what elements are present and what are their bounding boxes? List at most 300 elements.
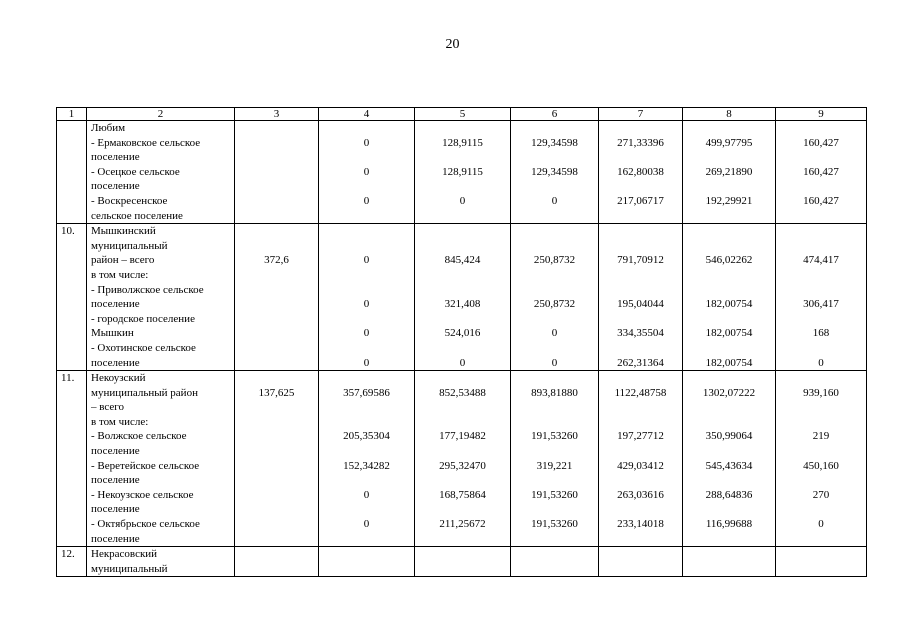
value-line: [603, 209, 678, 224]
value-cell-c8: [683, 547, 776, 577]
value-line: [780, 473, 862, 488]
value-line: 162,80038: [617, 165, 664, 178]
value-line: [323, 400, 410, 415]
territory-name-line: поселение: [91, 532, 140, 545]
value-line: 0: [459, 356, 466, 369]
value-line: [687, 341, 771, 356]
value-line: 0: [363, 194, 370, 207]
value-line: 321,408: [444, 298, 481, 311]
territory-name-line: – всего: [91, 401, 125, 414]
header-cell: 5: [415, 108, 511, 121]
value-line: [515, 179, 594, 194]
value-line: [515, 341, 594, 356]
value-line: [239, 517, 314, 532]
value-cell-c3: [235, 371, 319, 547]
value-cell-c7: [599, 121, 683, 224]
value-cell-c4: [319, 224, 415, 371]
value-cell-c5: [415, 121, 511, 224]
value-line: [687, 239, 771, 254]
value-cell-c9: [776, 547, 867, 577]
territory-name-line: - Некоузское сельское: [91, 488, 194, 501]
value-line: [239, 224, 314, 239]
value-line: 197,27712: [617, 430, 664, 443]
value-line: 0: [363, 254, 370, 267]
value-line: [239, 150, 314, 165]
value-line: 474,417: [803, 254, 839, 267]
value-line: [419, 371, 506, 386]
value-line: [515, 371, 594, 386]
value-line: [419, 400, 506, 415]
territory-name-line: - Охотинское сельское: [91, 341, 196, 354]
value-line: [603, 562, 678, 577]
value-line: 182,00754: [705, 356, 753, 369]
value-line: [515, 209, 594, 224]
value-line: [780, 547, 862, 562]
value-line: [780, 562, 862, 577]
value-line: [780, 532, 862, 547]
value-line: 195,04044: [617, 298, 664, 311]
value-line: 306,417: [803, 298, 839, 311]
territory-name-line: - Приволжское сельское: [91, 283, 204, 296]
value-line: [687, 224, 771, 239]
value-line: [419, 209, 506, 224]
header-cell: 7: [599, 108, 683, 121]
value-line: [239, 194, 314, 209]
value-line: [419, 547, 506, 562]
value-cell-c9: [776, 121, 867, 224]
value-line: [239, 179, 314, 194]
value-line: 893,81880: [531, 386, 578, 399]
territory-name-line: - Октябрьское сельское: [91, 518, 200, 531]
value-line: 852,53488: [439, 386, 486, 399]
header-cell: 1: [57, 108, 87, 121]
value-cell-c5: [415, 371, 511, 547]
value-line: 0: [363, 298, 370, 311]
value-line: [239, 502, 314, 517]
territory-name-line: - Ермаковское сельское: [91, 136, 201, 149]
territory-name-line: в том числе:: [91, 268, 149, 281]
value-line: 295,32470: [439, 459, 486, 472]
value-line: [323, 283, 410, 298]
value-line: [515, 400, 594, 415]
territory-name-line: Мышкин: [91, 327, 134, 340]
value-line: 357,69586: [343, 386, 390, 399]
territory-name-line: поселение: [91, 474, 140, 487]
value-line: [687, 268, 771, 283]
value-line: 269,21890: [705, 165, 753, 178]
value-line: [515, 224, 594, 239]
row-number: 10.: [57, 224, 87, 371]
value-cell-c9: [776, 224, 867, 371]
value-line: 350,99064: [705, 430, 753, 443]
value-line: [323, 415, 410, 430]
value-line: [780, 179, 862, 194]
territory-name-line: Любим: [91, 122, 126, 134]
value-line: [419, 268, 506, 283]
value-line: [419, 532, 506, 547]
value-line: 334,35504: [617, 327, 664, 340]
value-line: [239, 136, 314, 151]
value-line: [323, 268, 410, 283]
value-cell-c7: [599, 547, 683, 577]
value-line: [780, 239, 862, 254]
value-line: [239, 283, 314, 298]
value-cell-c9: [776, 371, 867, 547]
value-cell-c5: [415, 224, 511, 371]
value-line: [515, 415, 594, 430]
value-cell-c7: [599, 224, 683, 371]
value-cell-c8: [683, 224, 776, 371]
value-line: [239, 429, 314, 444]
value-line: [323, 547, 410, 562]
territory-name-line: - Воскресенское: [91, 194, 168, 207]
value-cell-c4: [319, 121, 415, 224]
value-line: 0: [818, 518, 824, 531]
value-line: [239, 562, 314, 577]
value-line: [323, 239, 410, 254]
territory-name-line: - Осецкое сельское: [91, 165, 180, 178]
value-cell-c8: [683, 121, 776, 224]
value-line: 192,29921: [705, 194, 753, 207]
value-line: [603, 532, 678, 547]
value-line: [239, 341, 314, 356]
value-line: [515, 150, 594, 165]
header-cell: 9: [776, 108, 867, 121]
value-line: [419, 415, 506, 430]
value-line: 0: [551, 194, 558, 207]
territory-name-line: в том числе:: [91, 415, 149, 428]
value-line: 0: [363, 165, 370, 178]
value-line: [239, 121, 314, 136]
value-line: [239, 488, 314, 503]
row-number: 12.: [57, 547, 87, 577]
value-line: 137,625: [258, 386, 295, 399]
header-row: [57, 108, 867, 121]
value-line: [687, 179, 771, 194]
value-line: [419, 224, 506, 239]
value-line: [323, 150, 410, 165]
value-line: [323, 341, 410, 356]
value-cell-c6: [511, 121, 599, 224]
value-line: 845,424: [444, 254, 481, 267]
value-line: 0: [551, 356, 558, 369]
value-line: [419, 473, 506, 488]
value-line: [239, 547, 314, 562]
value-line: [780, 268, 862, 283]
value-line: [687, 473, 771, 488]
value-line: [687, 371, 771, 386]
value-cell-c8: [683, 371, 776, 547]
value-line: 168: [812, 327, 830, 340]
value-line: [780, 209, 862, 224]
value-line: [603, 312, 678, 327]
header-cell: 3: [235, 108, 319, 121]
value-line: [323, 121, 410, 136]
value-line: 319,221: [536, 459, 573, 472]
territory-name-line: муниципальный район: [91, 386, 198, 399]
value-line: 129,34598: [531, 165, 578, 178]
value-line: [603, 371, 678, 386]
value-line: [603, 121, 678, 136]
value-line: [239, 356, 314, 371]
table-row: [57, 121, 867, 224]
value-line: [323, 312, 410, 327]
value-line: 0: [551, 327, 558, 340]
value-line: [603, 341, 678, 356]
territory-name-line: муниципальный: [91, 562, 168, 575]
value-cell-c4: [319, 371, 415, 547]
value-line: [780, 400, 862, 415]
value-line: 263,03616: [617, 488, 664, 501]
value-line: [603, 415, 678, 430]
value-line: [687, 415, 771, 430]
value-line: [239, 165, 314, 180]
territory-name-line: поселение: [91, 503, 140, 516]
territory-name-line: - Веретейское сельское: [91, 459, 200, 472]
value-line: [239, 209, 314, 224]
value-line: 288,64836: [705, 488, 753, 501]
value-line: [603, 473, 678, 488]
territory-name-line: - Волжское сельское: [91, 430, 187, 443]
value-line: [419, 312, 506, 327]
value-line: [687, 562, 771, 577]
value-line: [239, 239, 314, 254]
value-line: [323, 179, 410, 194]
value-line: 0: [459, 194, 466, 207]
value-line: [780, 502, 862, 517]
value-line: [603, 179, 678, 194]
value-cell-c7: [599, 371, 683, 547]
table-row: [57, 224, 867, 371]
value-line: 270: [812, 488, 830, 501]
value-line: [323, 473, 410, 488]
value-line: [239, 268, 314, 283]
value-line: 128,9115: [442, 165, 483, 178]
value-line: [687, 532, 771, 547]
value-line: [419, 341, 506, 356]
territory-name-cell: [87, 371, 235, 547]
value-cell-c6: [511, 371, 599, 547]
value-line: [239, 415, 314, 430]
value-line: 524,016: [444, 327, 481, 340]
value-line: 262,31364: [617, 356, 664, 369]
value-line: 182,00754: [705, 298, 753, 311]
value-line: 219: [812, 430, 830, 443]
value-line: [603, 444, 678, 459]
budget-table: [56, 107, 867, 577]
value-line: [687, 209, 771, 224]
header-cell: 8: [683, 108, 776, 121]
value-line: 233,14018: [617, 518, 664, 531]
value-line: 177,19482: [439, 430, 486, 443]
value-line: [515, 268, 594, 283]
value-line: 191,53260: [531, 518, 578, 531]
value-line: 129,34598: [531, 136, 578, 149]
value-cell-c6: [511, 547, 599, 577]
value-line: [419, 283, 506, 298]
value-line: 0: [363, 356, 370, 369]
value-line: [603, 224, 678, 239]
value-line: [239, 326, 314, 341]
value-line: [603, 502, 678, 517]
value-line: [239, 459, 314, 474]
value-line: 429,03412: [617, 459, 664, 472]
header-cell: 2: [87, 108, 235, 121]
value-line: 191,53260: [531, 488, 578, 501]
value-line: [603, 283, 678, 298]
value-line: 372,6: [264, 254, 289, 267]
value-line: 0: [363, 136, 370, 149]
value-line: [687, 444, 771, 459]
value-line: [687, 400, 771, 415]
row-number: [57, 121, 87, 224]
territory-name-line: - городское поселение: [91, 312, 195, 325]
value-line: [239, 473, 314, 488]
value-line: [323, 371, 410, 386]
territory-name-line: поселение: [91, 298, 140, 311]
value-line: [780, 371, 862, 386]
value-line: 191,53260: [531, 430, 578, 443]
value-line: [780, 121, 862, 136]
value-cell-c3: [235, 121, 319, 224]
value-line: 0: [363, 327, 370, 340]
value-line: [780, 415, 862, 430]
value-line: [239, 532, 314, 547]
value-line: [515, 283, 594, 298]
value-line: [603, 239, 678, 254]
value-line: [603, 150, 678, 165]
value-line: [239, 297, 314, 312]
table-row: [57, 371, 867, 547]
value-line: 160,427: [803, 194, 839, 207]
value-line: [515, 502, 594, 517]
value-line: [515, 547, 594, 562]
territory-name-line: поселение: [91, 445, 140, 458]
value-line: [687, 502, 771, 517]
value-line: 168,75864: [439, 488, 486, 501]
territory-name-line: поселение: [91, 356, 140, 369]
value-line: [419, 239, 506, 254]
value-line: 1302,07222: [702, 386, 756, 399]
value-line: [780, 150, 862, 165]
territory-name-line: Мышкинский: [91, 225, 156, 238]
value-line: [239, 400, 314, 415]
value-line: 217,06717: [617, 194, 664, 207]
value-line: 545,43634: [705, 459, 753, 472]
value-cell-c5: [415, 547, 511, 577]
value-line: [419, 502, 506, 517]
value-line: [419, 121, 506, 136]
value-line: 160,427: [803, 136, 839, 149]
value-line: [419, 179, 506, 194]
value-line: [687, 121, 771, 136]
value-line: [323, 532, 410, 547]
value-line: [603, 547, 678, 562]
value-line: [323, 502, 410, 517]
value-line: [323, 444, 410, 459]
value-line: 499,97795: [705, 136, 753, 149]
territory-name-cell: [87, 121, 235, 224]
value-line: [323, 209, 410, 224]
value-line: [515, 532, 594, 547]
value-line: [603, 268, 678, 283]
value-line: [515, 444, 594, 459]
territory-name-line: поселение: [91, 151, 140, 164]
value-line: [515, 121, 594, 136]
value-line: [687, 283, 771, 298]
value-line: [323, 224, 410, 239]
value-line: [780, 224, 862, 239]
value-line: 791,70912: [617, 254, 664, 267]
value-line: [323, 562, 410, 577]
value-line: [515, 473, 594, 488]
row-number: 11.: [57, 371, 87, 547]
value-line: 0: [363, 518, 370, 531]
value-line: [603, 400, 678, 415]
value-line: 205,35304: [343, 430, 390, 443]
value-line: [515, 239, 594, 254]
value-line: [687, 312, 771, 327]
value-line: 546,02262: [705, 254, 753, 267]
value-line: [780, 312, 862, 327]
value-line: [419, 444, 506, 459]
value-line: [419, 150, 506, 165]
territory-name-cell: [87, 547, 235, 577]
value-cell-c3: [235, 547, 319, 577]
value-cell-c4: [319, 547, 415, 577]
value-line: [239, 444, 314, 459]
value-line: 0: [363, 488, 370, 501]
territory-name-line: сельское поселение: [91, 209, 183, 222]
value-line: 182,00754: [705, 327, 753, 340]
territory-name-cell: [87, 224, 235, 371]
value-line: 250,8732: [533, 298, 576, 311]
value-line: [780, 283, 862, 298]
value-line: [687, 547, 771, 562]
value-line: [419, 562, 506, 577]
value-line: 116,99688: [705, 518, 753, 531]
value-line: [780, 341, 862, 356]
value-line: 1122,48758: [614, 386, 667, 399]
value-line: [239, 371, 314, 386]
value-cell-c6: [511, 224, 599, 371]
value-line: 152,34282: [343, 459, 390, 472]
table-row: [57, 547, 867, 577]
territory-name-line: поселение: [91, 180, 140, 193]
territory-name-line: муниципальный: [91, 239, 168, 252]
header-cell: 4: [319, 108, 415, 121]
value-line: 0: [818, 356, 824, 369]
value-line: [687, 150, 771, 165]
value-cell-c3: [235, 224, 319, 371]
territory-name-line: Некоузский: [91, 372, 146, 385]
value-line: 160,427: [803, 165, 839, 178]
value-line: [515, 312, 594, 327]
value-line: 939,160: [803, 386, 839, 399]
territory-name-line: район – всего: [91, 254, 155, 267]
value-line: 211,25672: [439, 518, 486, 531]
value-line: [515, 562, 594, 577]
territory-name-line: Некрасовский: [91, 548, 158, 561]
page-number: 20: [445, 37, 460, 52]
value-line: [239, 312, 314, 327]
header-cell: 6: [511, 108, 599, 121]
value-line: 450,160: [803, 459, 839, 472]
value-line: [780, 444, 862, 459]
value-line: 271,33396: [617, 136, 664, 149]
value-line: 250,8732: [533, 254, 576, 267]
value-line: 128,9115: [442, 136, 483, 149]
